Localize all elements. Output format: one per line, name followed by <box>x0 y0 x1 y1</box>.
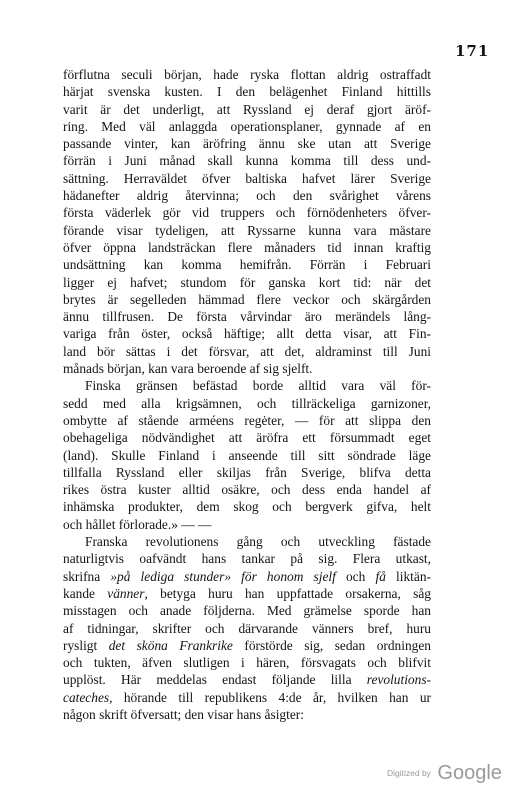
italic-text: revolutions- <box>366 672 431 688</box>
text-segment: kande <box>63 585 108 601</box>
text-line <box>63 343 431 360</box>
text-segment: liktän- <box>385 568 431 584</box>
text-segment: land bör sättas i det försvar, att det, aldraminst till Juni <box>63 343 431 359</box>
text-line <box>63 516 431 533</box>
text-line <box>63 239 431 256</box>
text-line <box>63 464 431 481</box>
page-number: 171 <box>455 42 490 60</box>
text-segment: tillfalla Ryssland eller skiljas från Sverige, blifva detta <box>63 464 431 480</box>
italic-text: »på lediga stunder» för honom sjelf <box>110 568 336 584</box>
text-line <box>63 187 431 204</box>
italic-text: det sköna Frankrike <box>108 637 233 653</box>
text-segment: ring. Med väl anlaggda operationsplaner, gynnade af en <box>63 118 431 134</box>
text-segment: af tidningar, skrifter och därvarande vänners bref, huru <box>63 620 431 636</box>
text-segment: sättning. Herraväldet öfver baltiska hafvet lärer Sverige <box>63 170 431 186</box>
text-segment: Franska revolutionens gång och utveckling fästade <box>85 534 431 550</box>
body-text <box>63 66 431 723</box>
text-segment: förstörde sig, sedan ordningen <box>232 637 431 653</box>
text-segment: ännu tillfrusen. De första vårvindar äro merändels lång- <box>63 309 431 325</box>
text-segment: rikes östra kuster alltid osäkre, och dess enda handel af <box>63 482 431 498</box>
text-segment: sedd med alla krigsämnen, och tillräckeliga garnizoner, <box>63 395 431 411</box>
digitized-by-google-watermark <box>387 762 502 785</box>
text-segment: härjat svenska kusten. I den belägenhet Finland hittills <box>63 84 431 100</box>
text-line <box>63 395 431 412</box>
text-segment: och hållet förlorade.» — — <box>63 516 212 532</box>
text-segment: , betyga huru han uppfattade orsakerna, såg <box>144 585 431 601</box>
text-segment: Finska gränsen befästad borde alltid vara väl för- <box>85 378 431 394</box>
text-segment: variga från öster, också häftige; allt detta visar, att Fin- <box>63 326 431 342</box>
text-line <box>63 291 431 308</box>
text-segment: (land). Skulle Finland i anseende till sitt söndrade läge <box>63 447 431 463</box>
text-segment: rysligt <box>63 637 109 653</box>
text-segment: brytes är segelleden hämmad flere veckor och skärgården <box>63 291 431 307</box>
text-segment: misstagen och anade följderna. Med grämelse sporde han <box>63 603 431 619</box>
text-line <box>63 568 431 585</box>
text-line <box>63 429 431 446</box>
text-segment: naturligtvis oafvändt hans tankar på sig. Flera utkast, <box>63 551 431 567</box>
text-line <box>63 360 431 377</box>
text-line <box>63 447 431 464</box>
text-line <box>63 325 431 342</box>
watermark-prefix: Digitized by <box>387 768 431 778</box>
text-segment: skrifna <box>63 568 111 584</box>
text-segment: öfver öppna landsträckan flere månaders tid innan kraftig <box>63 239 431 255</box>
text-line <box>63 66 431 83</box>
text-segment: upplöst. Här meddelas endast följande lilla <box>63 672 367 688</box>
text-segment: och <box>335 568 376 584</box>
text-segment: förande visar tydeligen, att Ryssarne kunna vara mästare <box>63 222 431 238</box>
text-line <box>63 152 431 169</box>
italic-text: cateches <box>63 689 110 705</box>
italic-text: få <box>375 568 386 584</box>
text-line <box>63 481 431 498</box>
text-segment: passande vinter, kan äröfring ännu ske utan att Sverige <box>63 136 431 152</box>
text-segment: hädanefter aldrig återvinna; och den svårighet vårens <box>63 188 431 204</box>
text-segment: och tukten, äfven slutligen i hären, försvagats och blifvit <box>63 655 431 671</box>
text-segment: förflutna seculi början, hade ryska flottan aldrig ostraffadt <box>63 67 431 82</box>
text-line <box>63 412 431 429</box>
text-line <box>63 498 431 515</box>
text-segment: någon skrift öfversatt; den visar hans åsigter: <box>63 706 304 722</box>
italic-text: vänner <box>107 585 145 601</box>
text-line <box>63 550 431 567</box>
text-line <box>63 170 431 187</box>
text-line <box>63 689 431 706</box>
text-line <box>63 222 431 239</box>
text-line <box>63 204 431 221</box>
google-logo: Google <box>437 762 502 784</box>
text-line <box>63 671 431 688</box>
text-line <box>63 274 431 291</box>
text-segment: varit är det underligt, att Ryssland ej deraf gjort äröf- <box>63 101 431 117</box>
text-segment: ligger ej hafvet; stundom för ganska kort tid: när det <box>63 274 431 290</box>
text-line <box>63 602 431 619</box>
text-line <box>63 83 431 100</box>
text-line <box>63 533 431 550</box>
text-line <box>63 118 431 135</box>
text-segment: förrän i Juni månad skall kunna komma till dess und- <box>63 153 431 169</box>
text-line <box>63 101 431 118</box>
text-segment: månads början, kan vara beroende af sig sjelft. <box>63 361 313 377</box>
text-segment: undsättning kan komma hemifrån. Förrän i Februari <box>63 257 431 273</box>
text-segment: inhämska produkter, dem skog och bergverk gifva, helt <box>63 499 431 515</box>
text-line <box>63 585 431 602</box>
text-line <box>63 637 431 654</box>
text-line <box>63 706 431 723</box>
text-segment: , hörande till republikens 4:de år, hvilken han ur <box>109 689 431 705</box>
text-segment: första väderlek gör vid truppers och förnödenheters öfver- <box>63 205 431 221</box>
text-line <box>63 308 431 325</box>
text-line <box>63 135 431 152</box>
text-segment: obehageliga nödvändighet att äröfra ett försummadt eget <box>63 430 431 446</box>
text-line <box>63 377 431 394</box>
text-line <box>63 256 431 273</box>
text-line <box>63 620 431 637</box>
text-line <box>63 654 431 671</box>
text-segment: ombytte af stående arméens regėter, — för att slippa den <box>63 412 431 428</box>
